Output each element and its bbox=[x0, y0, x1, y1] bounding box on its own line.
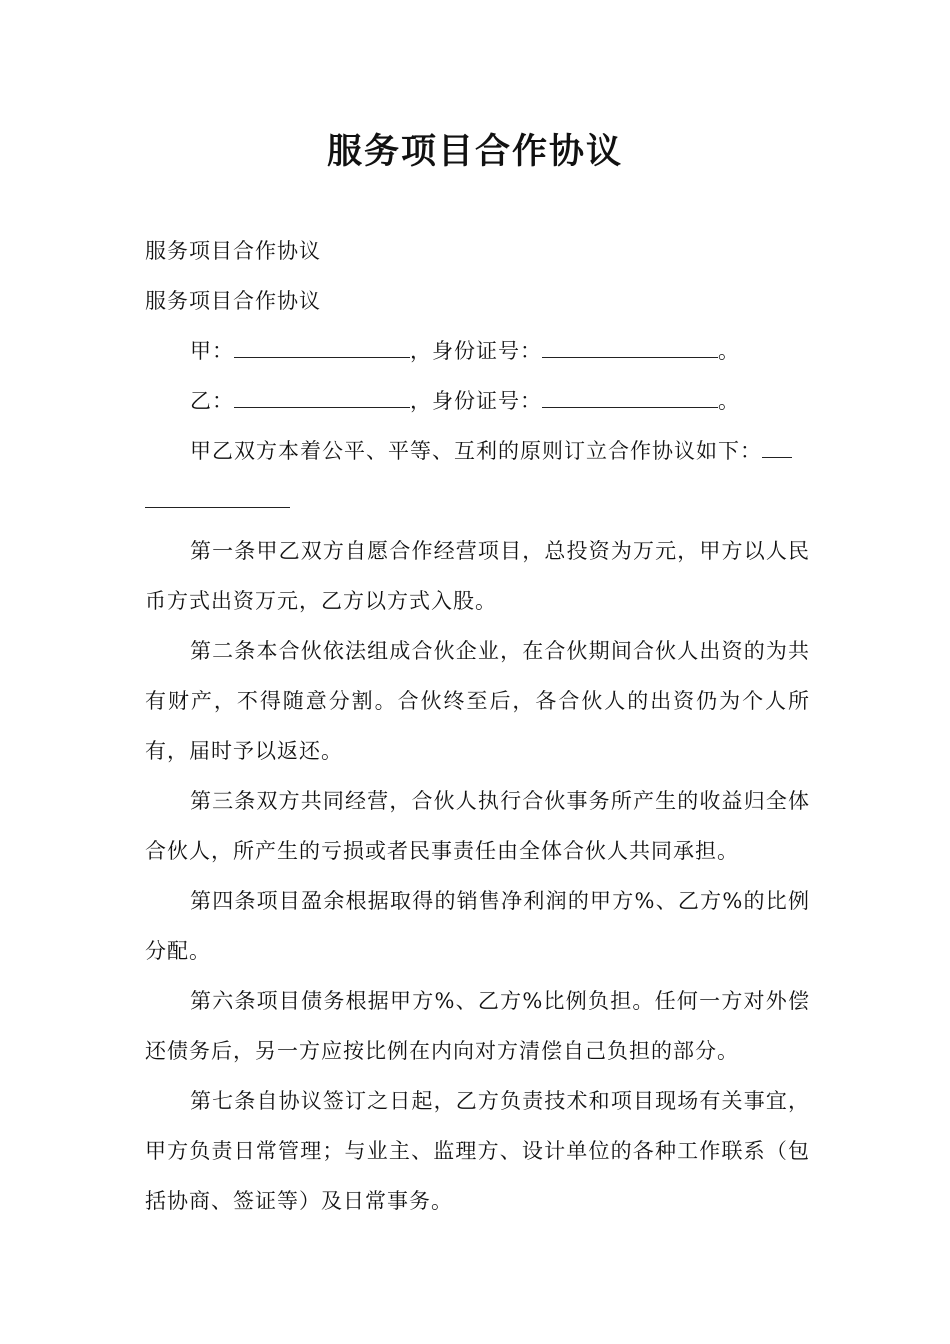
party-a-end-mark: 。 bbox=[718, 339, 740, 363]
intro-blank-line bbox=[145, 476, 810, 526]
intro-blank-part1[interactable] bbox=[762, 437, 792, 458]
document-body bbox=[145, 226, 810, 1226]
party-b-name-blank[interactable] bbox=[234, 387, 410, 408]
party-a-name-blank[interactable] bbox=[234, 337, 410, 358]
party-b-id-blank[interactable] bbox=[542, 387, 718, 408]
party-a-label: 甲： bbox=[190, 339, 234, 363]
subtitle-line-2: 服务项目合作协议 bbox=[145, 289, 321, 313]
article-7: 第七条自协议签订之日起，乙方负责技术和项目现场有关事宜，甲方负责日常管理；与业主、监理方、设计单位的各种工作联系（包括协商、签证等）及日常事务。 bbox=[145, 1089, 810, 1213]
article-3: 第三条双方共同经营，合伙人执行合伙事务所产生的收益归全体合伙人，所产生的亏损或者民事责任由全体合伙人共同承担。 bbox=[145, 789, 810, 863]
party-b-id-label: ，身份证号： bbox=[410, 389, 542, 413]
party-a-id-blank[interactable] bbox=[542, 337, 718, 358]
party-a-line bbox=[145, 326, 810, 376]
party-b-line bbox=[145, 376, 810, 426]
intro-text: 甲乙双方本着公平、平等、互利的原则订立合作协议如下： bbox=[190, 439, 762, 463]
subtitle-line-1: 服务项目合作协议 bbox=[145, 239, 321, 263]
article-6: 第六条项目债务根据甲方%、乙方%比例负担。任何一方对外偿还债务后，另一方应按比例在内向对方清偿自己负担的部分。 bbox=[145, 989, 810, 1063]
document-title: 服务项目合作协议 bbox=[326, 132, 623, 172]
article-1: 第一条甲乙双方自愿合作经营项目，总投资为万元，甲方以人民币方式出资万元，乙方以方式入股。 bbox=[145, 539, 810, 613]
party-a-id-label: ，身份证号： bbox=[410, 339, 542, 363]
intro-line bbox=[145, 426, 810, 476]
article-4: 第四条项目盈余根据取得的销售净利润的甲方%、乙方%的比例分配。 bbox=[145, 889, 810, 963]
party-b-end-mark: 。 bbox=[718, 389, 740, 413]
article-2: 第二条本合伙依法组成合伙企业，在合伙期间合伙人出资的为共有财产，不得随意分割。合伙终至后，各合伙人的出资仍为个人所有，届时予以返还。 bbox=[145, 639, 810, 763]
party-b-label: 乙： bbox=[190, 389, 234, 413]
intro-blank-part2[interactable] bbox=[145, 487, 290, 508]
